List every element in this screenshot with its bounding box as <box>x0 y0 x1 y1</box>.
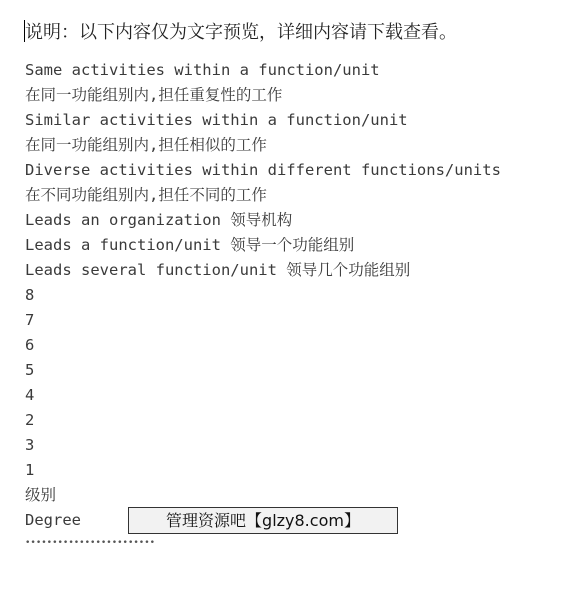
text-line: 在不同功能组别内,担任不同的工作 <box>25 186 267 204</box>
text-line: 1 <box>25 461 35 479</box>
text-line: Same activities within a function/unit <box>25 61 380 79</box>
text-line: Leads several function/unit 领导几个功能组别 <box>25 261 411 279</box>
dotted-leader: •••••••••••••••••••••••• <box>25 538 156 548</box>
text-line: Similar activities within a function/unit <box>25 111 408 129</box>
text-line: 在同一功能组别内,担任相似的工作 <box>25 136 267 154</box>
text-line: Leads a function/unit 领导一个功能组别 <box>25 236 355 254</box>
text-line: 级别 <box>25 486 57 504</box>
text-line: 5 <box>25 361 35 379</box>
text-line: Degree <box>25 511 81 529</box>
text-line: 8 <box>25 286 35 304</box>
text-line: 在同一功能组别内,担任重复性的工作 <box>25 86 283 104</box>
text-line: 7 <box>25 311 35 329</box>
text-line: 6 <box>25 336 35 354</box>
text-line: 3 <box>25 436 35 454</box>
preview-notice: 说明：以下内容仅为文字预览，详细内容请下载查看。 <box>25 22 457 43</box>
text-line: 2 <box>25 411 35 429</box>
text-line: 4 <box>25 386 35 404</box>
document-body <box>25 58 501 533</box>
watermark-label: 管理资源吧【glzy8.com】 <box>128 507 398 534</box>
text-line: Leads an organization 领导机构 <box>25 211 293 229</box>
text-line: Diverse activities within different functions/units <box>25 161 501 179</box>
